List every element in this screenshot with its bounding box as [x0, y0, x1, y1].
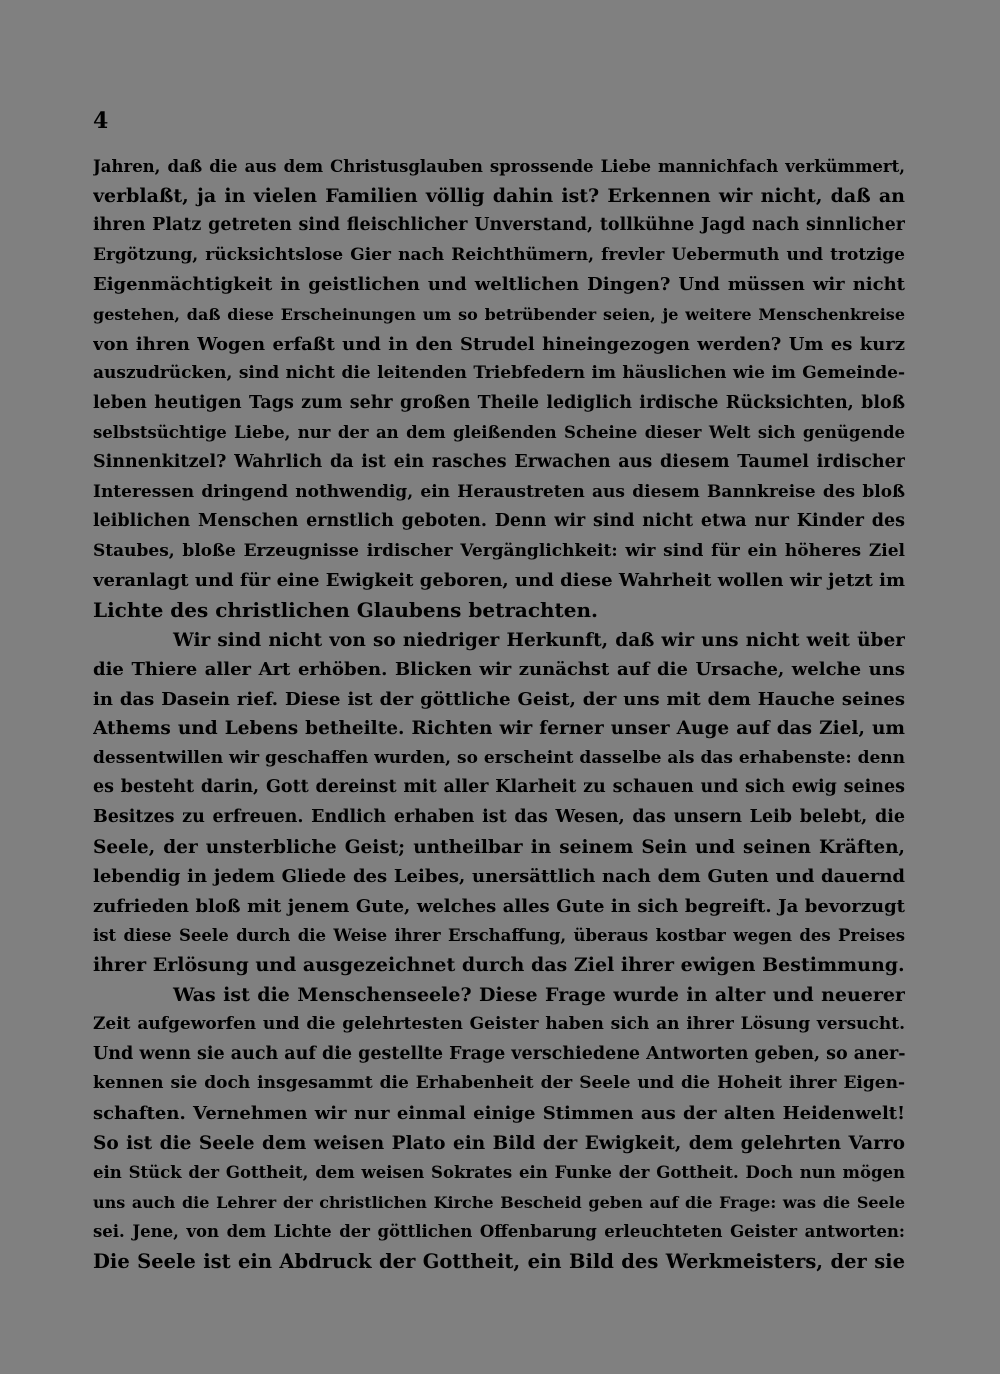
- body-text: [93, 152, 905, 1277]
- text-line: ist diese Seele durch die Weise ihrer Erschaffung, überaus kostbar wegen des Preises: [93, 926, 905, 946]
- text-line: Jahren, daß die aus dem Christusglauben sprossende Liebe mannichfach verkümmert,: [93, 157, 905, 176]
- text-line: sei. Jene, von dem Lichte der göttlichen Offenbarung erleuchteten Geister antworten:: [93, 1222, 905, 1242]
- text-line: ihren Platz getreten sind fleischlicher Unverstand, tollkühne Jagd nach sinnlicher: [93, 215, 905, 236]
- text-line: verblaßt, ja in vielen Familien völlig dahin ist? Erkennen wir nicht, daß an: [93, 184, 905, 207]
- text-line: Interessen dringend nothwendig, ein Heraustreten aus diesem Bannkreise des bloß: [93, 481, 905, 502]
- text-line: zufrieden bloß mit jenem Gute, welches alles Gute in sich begreift. Ja bevorzugt: [93, 895, 905, 917]
- text-line: Zeit aufgeworfen und die gelehrtesten Geister haben sich an ihrer Lösung versucht.: [93, 1014, 905, 1035]
- text-line: Und wenn sie auch auf die gestellte Frage verschiedene Antworten geben, so aner-: [93, 1043, 905, 1064]
- text-line: ein Stück der Gottheit, dem weisen Sokrates ein Funke der Gottheit. Doch nun mögen: [93, 1163, 905, 1183]
- paragraph-1: [93, 152, 905, 626]
- text-line: Die Seele ist ein Abdruck der Gottheit, ein Bild des Werkmeisters, der sie: [93, 1249, 905, 1273]
- text-line: veranlagt und für eine Ewigkeit geboren, und diese Wahrheit wollen wir jetzt im: [93, 570, 905, 592]
- text-line: leiblichen Menschen ernstlich geboten. Denn wir sind nicht etwa nur Kinder des: [93, 511, 905, 532]
- text-line: von ihren Wogen erfaßt und in den Strudel hineingezogen werden? Um es kurz: [93, 333, 905, 355]
- text-line: ihrer Erlösung und ausgezeichnet durch das Ziel ihrer ewigen Bestimmung.: [93, 954, 905, 977]
- text-line: Wir sind nicht von so niedriger Herkunft, daß wir uns nicht weit über: [173, 629, 905, 651]
- text-line: die Thiere aller Art erhöben. Blicken wir zunächst auf die Ursache, welche uns: [93, 659, 905, 681]
- text-line: Ergötzung, rücksichtslose Gier nach Reichthümern, frevler Uebermuth und trotzige: [93, 244, 905, 265]
- text-line: in das Dasein rief. Diese ist der göttliche Geist, der uns mit dem Hauche seines: [93, 688, 905, 710]
- text-line: Athems und Lebens betheilte. Richten wir ferner unser Auge auf das Ziel, um: [93, 718, 905, 740]
- paragraph-3: [93, 981, 905, 1277]
- text-line: kennen sie doch insgesammt die Erhabenheit der Seele und die Hoheit ihrer Eigen-: [93, 1073, 905, 1094]
- text-line: Eigenmächtigkeit in geistlichen und weltlichen Dingen? Und müssen wir nicht: [93, 274, 905, 296]
- text-line: So ist die Seele dem weisen Plato ein Bild der Ewigkeit, dem gelehrten Varro: [93, 1132, 905, 1154]
- text-line: selbstsüchtige Liebe, nur der an dem gleißenden Scheine dieser Welt sich genügende: [93, 423, 905, 443]
- text-line: schaften. Vernehmen wir nur einmal einige Stimmen aus der alten Heidenwelt!: [93, 1103, 905, 1124]
- text-line: uns auch die Lehrer der christlichen Kirche Bescheid geben auf die Frage: was die Seele: [93, 1192, 905, 1212]
- text-line: auszudrücken, sind nicht die leitenden Triebfedern im häuslichen wie im Gemeinde-: [93, 363, 905, 384]
- text-line: gestehen, daß diese Erscheinungen um so betrübender seien, je weitere Menschenkreise: [93, 304, 905, 324]
- text-line: dessentwillen wir geschaffen wurden, so erscheint dasselbe als das erhabenste: denn: [93, 747, 905, 768]
- text-line: lebendig in jedem Gliede des Leibes, unersättlich nach dem Guten und dauernd: [93, 866, 905, 888]
- page-number: 4: [93, 108, 109, 134]
- text-line: Staubes, bloße Erzeugnisse irdischer Vergänglichkeit: wir sind für ein höheres Ziel: [93, 540, 905, 561]
- text-line: Lichte des christlichen Glaubens betrachten.: [93, 597, 599, 622]
- text-line: Sinnenkitzel? Wahrlich da ist ein rasches Erwachen aus diesem Taumel irdischer: [93, 451, 905, 472]
- text-line: Was ist die Menschenseele? Diese Frage wurde in alter und neuerer: [173, 983, 905, 1006]
- text-line: Seele, der unsterbliche Geist; untheilbar in seinem Sein und seinen Kräften,: [93, 836, 905, 858]
- text-line: leben heutigen Tags zum sehr großen Theile lediglich irdische Rücksichten, bloß: [93, 392, 905, 413]
- text-line: Besitzes zu erfreuen. Endlich erhaben ist das Wesen, das unsern Leib belebt, die: [93, 807, 905, 828]
- paragraph-2: [93, 626, 905, 981]
- text-line: es besteht darin, Gott dereinst mit aller Klarheit zu schauen und sich ewig seines: [93, 777, 905, 798]
